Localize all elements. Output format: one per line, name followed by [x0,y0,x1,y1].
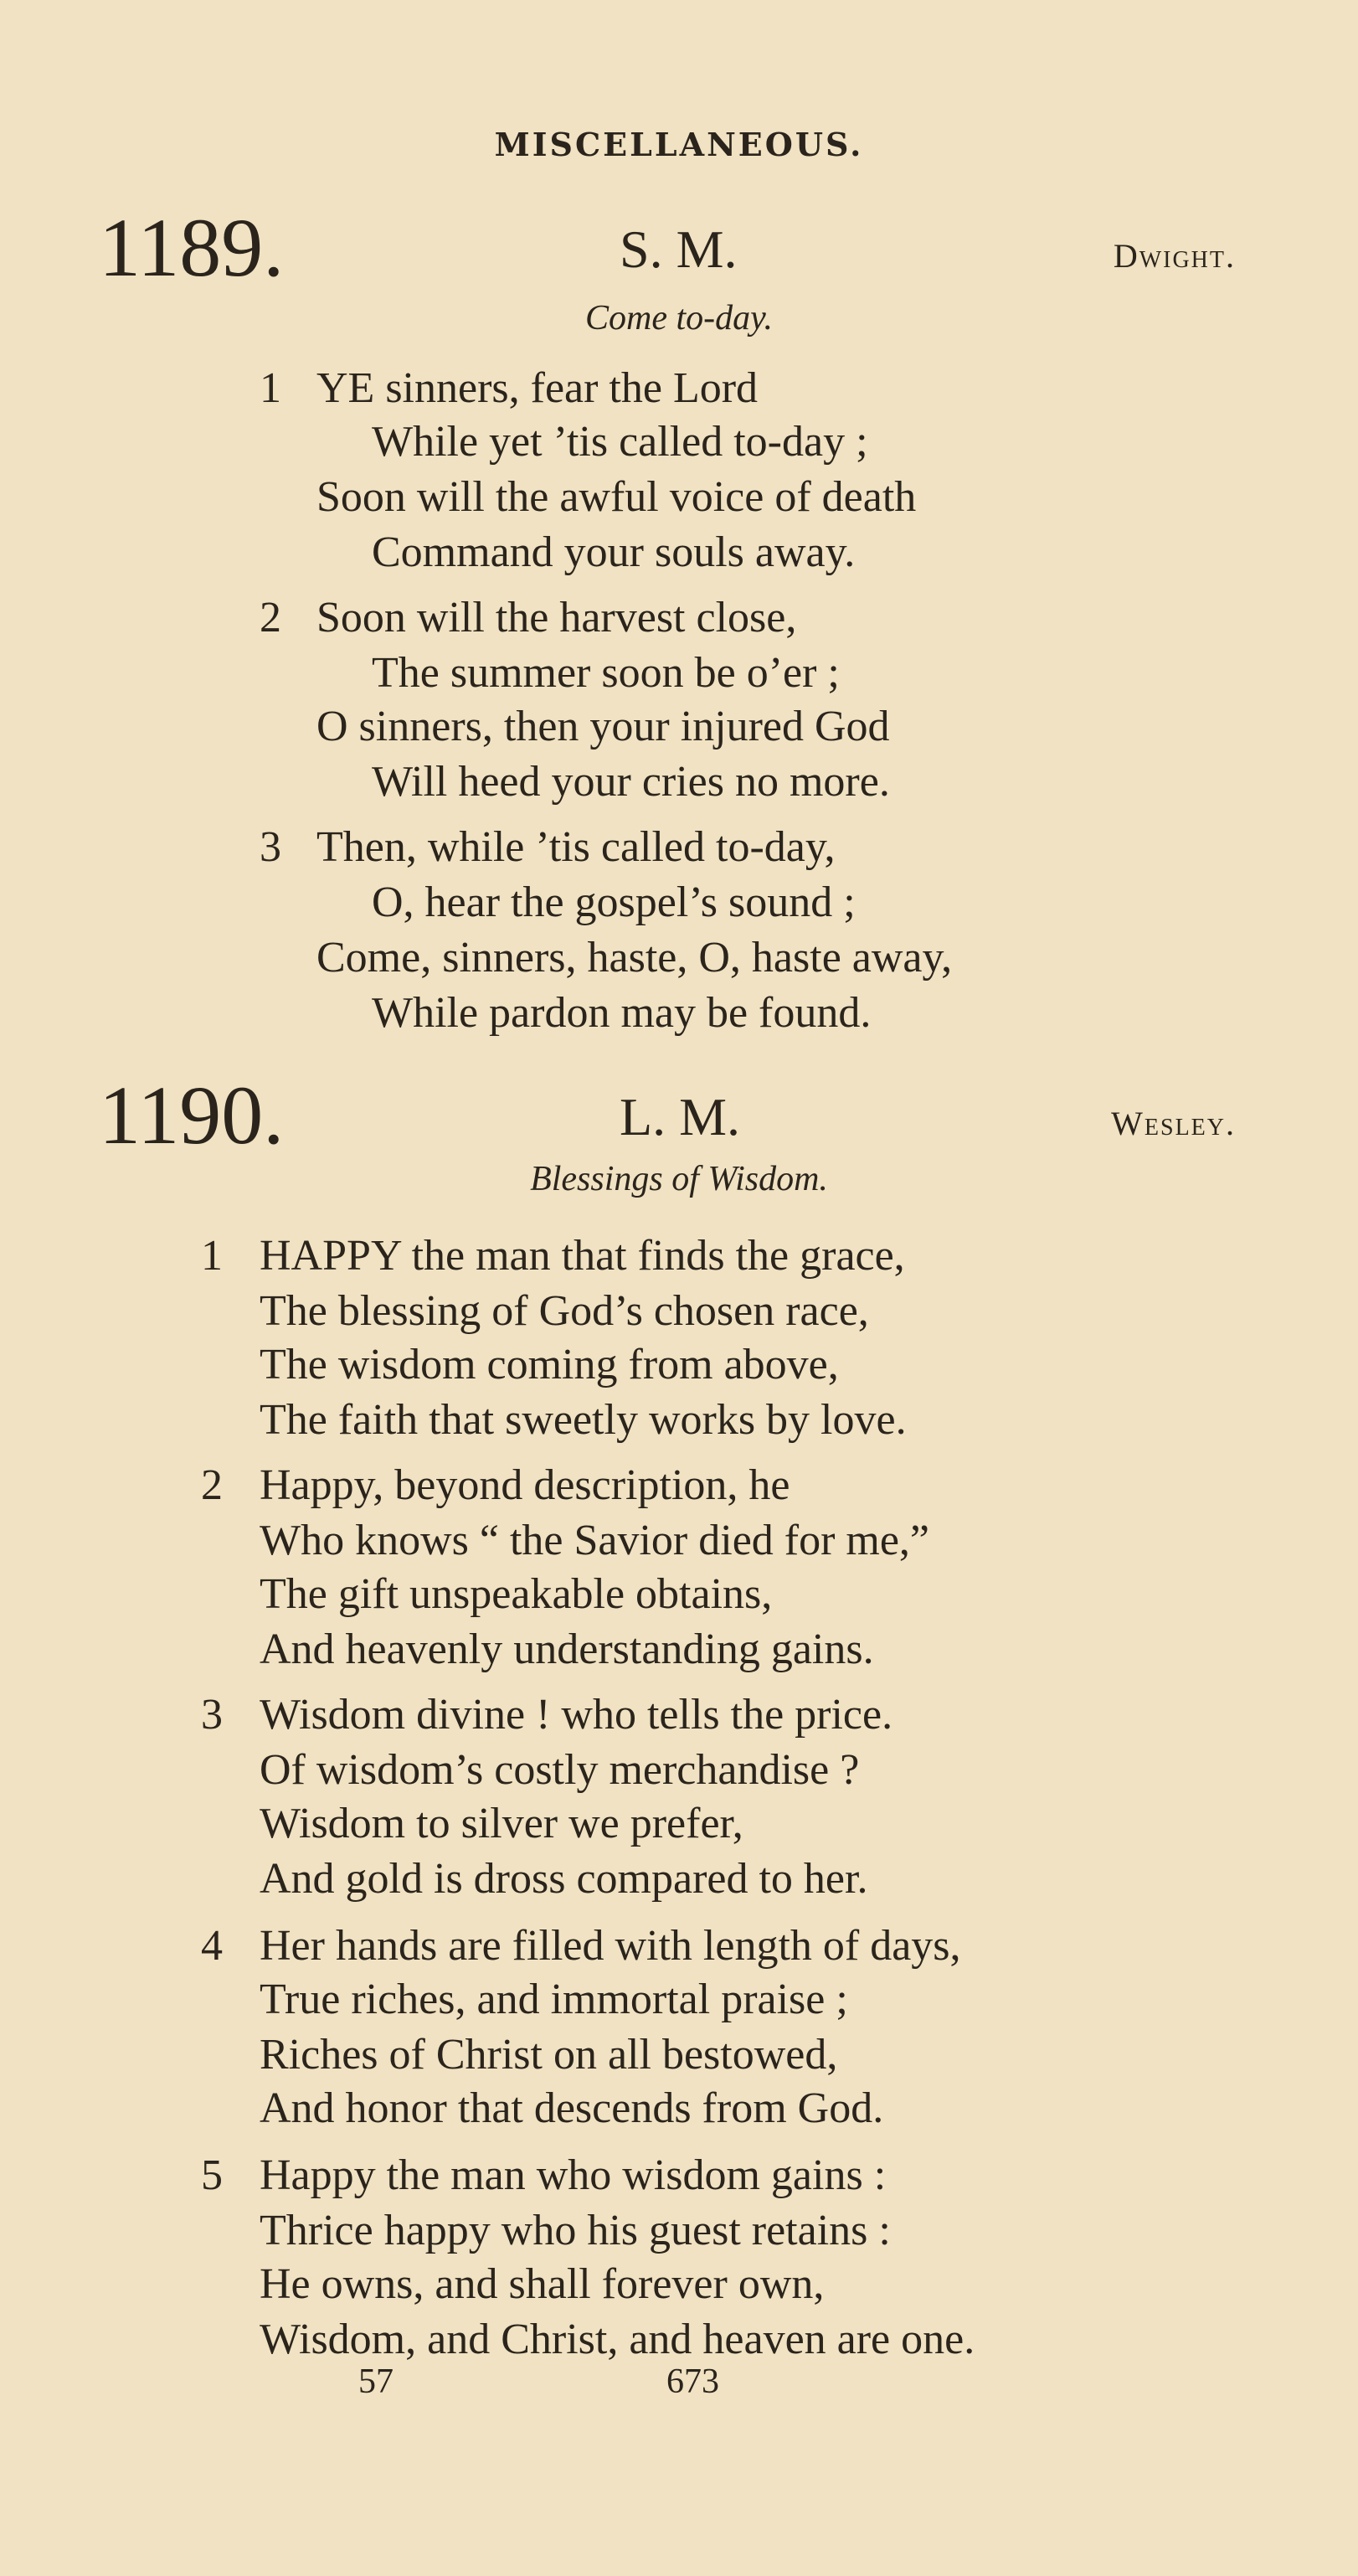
verse-line: Happy the man who wisdom gains : [260,2151,887,2199]
verse-number: 3 [201,1691,223,1739]
verse-line: Will heed your cries no more. [372,758,890,806]
verse-line: O, hear the gospel’s sound ; [372,878,856,926]
signature-mark: 57 [358,2362,394,2401]
hymn-author: Dwight. [1113,237,1236,275]
verse-line: The faith that sweetly works by love. [260,1396,907,1444]
verse-line: Who knows “ the Savior died for me,” [260,1517,930,1564]
verse-line: And honor that descends from God. [260,2084,884,2132]
verse-line: Come, sinners, haste, O, haste away, [316,934,953,981]
hymn-1189-header [0,198,1358,298]
verse-line: Thrice happy who his guest retains : [260,2207,891,2254]
verse-line: He owns, and shall forever own, [260,2260,825,2308]
hymn-meter: L. M. [620,1087,740,1146]
verse-number: 1 [201,1232,223,1280]
running-head: MISCELLANEOUS. [494,126,864,163]
verse-line: And heavenly understanding gains. [260,1625,874,1673]
verse-line: Of wisdom’s costly merchandise ? [260,1746,860,1794]
verse-line: Then, while ’tis called to-day, [316,823,836,871]
hymn-number: 1189. [99,201,285,294]
page-number: 673 [666,2362,719,2401]
hymn-subtitle: Blessings of Wisdom. [530,1160,828,1198]
verse-line: And gold is dross compared to her. [260,1855,868,1903]
verse-line: The summer soon be o’er ; [372,649,840,697]
verse-line: The wisdom coming from above, [260,1341,839,1388]
hymn-subtitle: Come to-day. [585,299,773,337]
verse-line: Happy, beyond description, he [260,1461,790,1509]
hymn-number: 1190. [99,1069,285,1162]
verse-line: Her hands are filled with length of days, [260,1922,961,1970]
verse-number: 3 [260,823,281,871]
verse-line: The blessing of God’s chosen race, [260,1287,869,1335]
verse-line: Wisdom divine ! who tells the price. [260,1691,893,1739]
verse-line: Wisdom, and Christ, and heaven are one. [260,2316,975,2363]
hymn-meter: S. M. [620,219,738,279]
verse-number: 1 [260,364,281,412]
verse-line: Wisdom to silver we prefer, [260,1800,743,1847]
verse-number: 5 [201,2151,223,2199]
verse-line: Riches of Christ on all bestowed, [260,2031,838,2079]
hymn-1190-header [0,1065,1358,1166]
verse-line: The gift unspeakable obtains, [260,1570,773,1618]
verse-line: Soon will the harvest close, [316,594,797,641]
verse-line: While pardon may be found. [372,989,872,1037]
verse-line: Command your souls away. [372,528,856,576]
hymn-author: Wesley. [1111,1105,1236,1142]
verse-line: O sinners, then your injured God [316,703,890,750]
verse-number: 2 [260,594,281,641]
verse-line: Soon will the awful voice of death [316,473,917,521]
verse-line: YE sinners, fear the Lord [316,364,759,412]
verse-number: 4 [201,1922,223,1970]
verse-line: HAPPY the man that finds the grace, [260,1232,905,1280]
verse-line: While yet ’tis called to-day ; [372,418,868,466]
verse-number: 2 [201,1461,223,1509]
verse-line: True riches, and immortal praise ; [260,1976,848,2023]
